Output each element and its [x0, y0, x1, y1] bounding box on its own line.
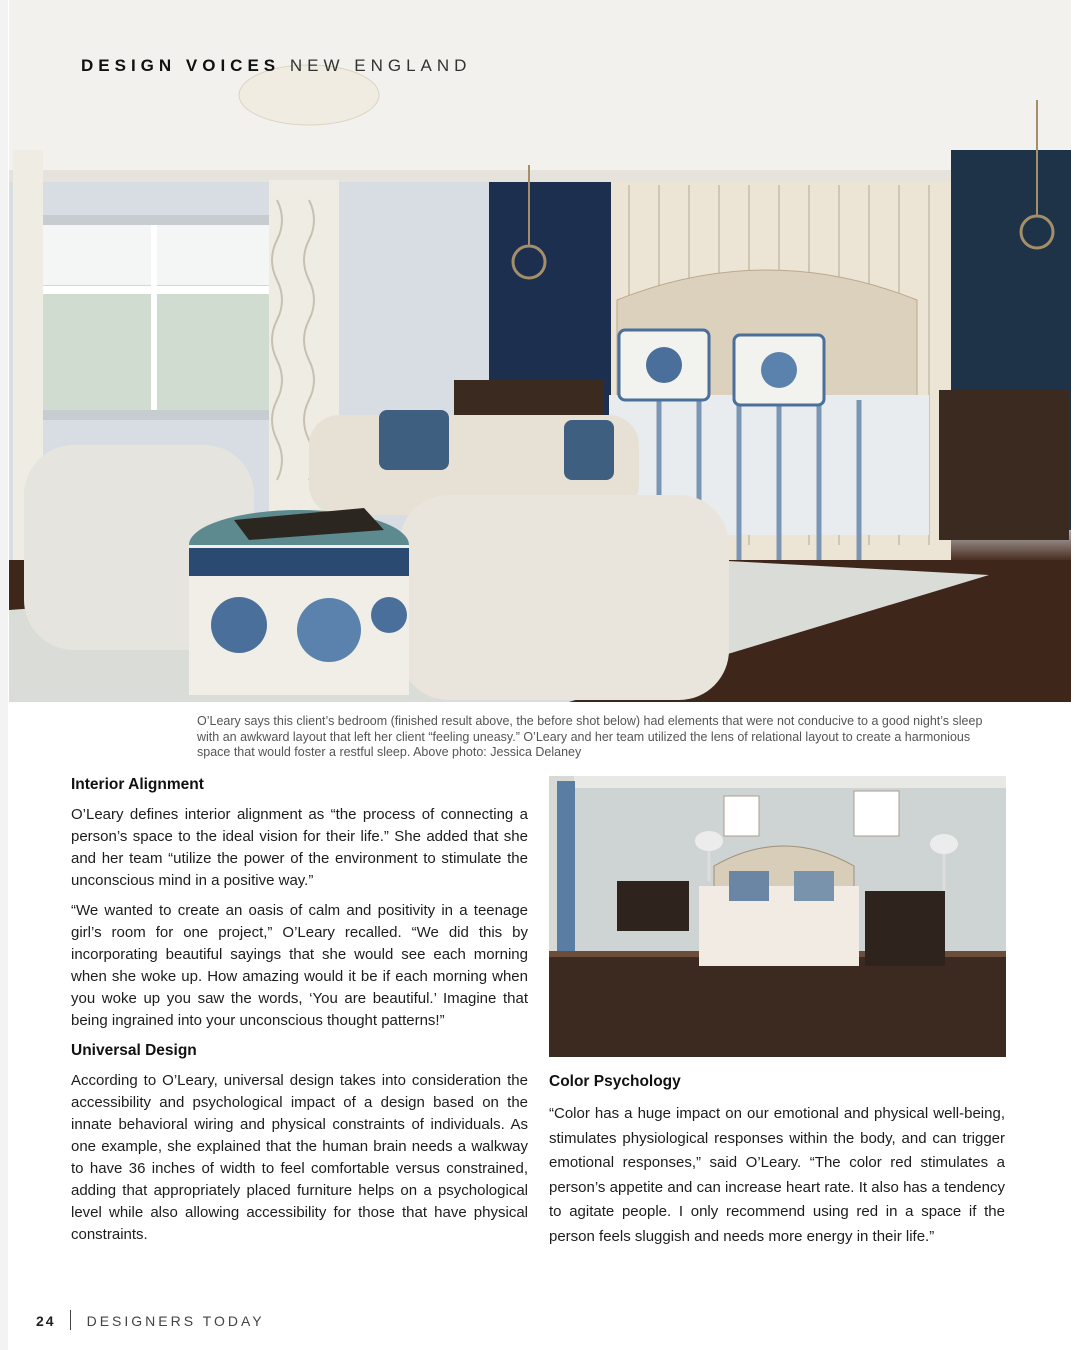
footer-divider [70, 1310, 71, 1330]
heading-universal-design: Universal Design [71, 1042, 197, 1059]
magazine-name: DESIGNERS TODAY [86, 1313, 265, 1329]
color-psychology-paragraph: “Color has a huge impact on our emotional and physical well-being, stimulates physiological responses within the body, and can trigger emotional responses,” said O’Leary. “The color red stimulates a person’s appetite and can increase heart rate. It also has a tendency to agitate people. I only recommend using red in a space if the person feels sluggish and needs more energy in their life.” [549, 1105, 1005, 1245]
universal-design-paragraph: According to O’Leary, universal design takes into consideration the accessibility and psychological impact of a design based on the innate behavioral wiring and physical constraints of individuals. As one example, she explained that the human brain needs a walkway to have 36 inches of width to feel comfortable versus constrained, adding that appropriately placed furniture helps on a psychological level while also allowing accessibility for those that have physical constraints. [71, 1072, 528, 1243]
heading-interior-alignment: Interior Alignment [71, 776, 204, 793]
page-footer [36, 1310, 265, 1330]
right-column [549, 1073, 1005, 1259]
photo-caption: O’Leary says this client’s bedroom (finished result above, the before shot below) had elements that were not conducive to a good night’s sleep with an awkward layout that left her client “feeling uneasy.” O’Leary and her team utilized the lens of relational layout to create a harmonious space that would foster a restful sleep. Above photo: Jessica Delaney [197, 714, 983, 759]
before-photo [549, 776, 1006, 1057]
heading-color-psychology: Color Psychology [549, 1073, 681, 1090]
section-label-bold: DESIGN VOICES [81, 56, 281, 75]
interior-alignment-paragraph-2: “We wanted to create an oasis of calm and positivity in a teenage girl’s room for one project,” O’Leary recalled. “We did this by incorporating beautiful sayings that she would see each morning when she woke up. How amazing would it be if each morning when you woke up you saw the words, ‘You are beautiful.’ Imagine that being ingrained into your unconscious thought patterns!” [71, 902, 528, 1029]
before-illustration [549, 776, 1006, 1057]
section-label [81, 56, 471, 76]
interior-alignment-paragraph-1: O’Leary defines interior alignment as “the process of connecting a person’s space to the ideal vision for their life.” She added that she and her team “utilize the power of the environment to stimulate the unconscious mind in a positive way.” [71, 806, 528, 889]
left-column [71, 776, 528, 1256]
section-label-light: NEW ENGLAND [289, 56, 472, 75]
page-number: 24 [36, 1313, 56, 1329]
page-margin [0, 0, 8, 1350]
hero-photo [9, 0, 1071, 702]
hero-illustration [9, 0, 1071, 702]
